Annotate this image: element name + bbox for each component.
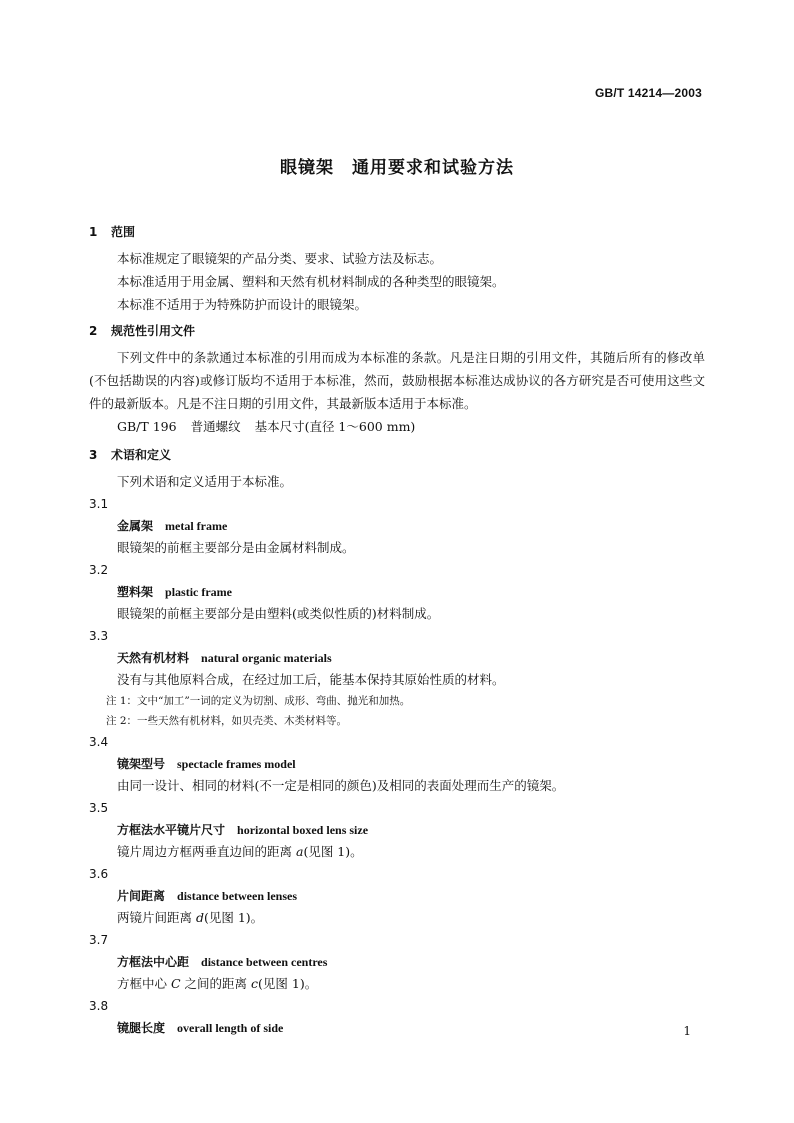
reference-desc: 基本尺寸(直径 1～600 mm) (254, 419, 416, 434)
term-heading (89, 515, 705, 537)
term-number: 3.1 (89, 497, 109, 511)
reference-name: 普通螺纹 (190, 419, 241, 434)
scope-paragraph-2: 本标准适用于用金属、塑料和天然有机材料制成的各种类型的眼镜架。 (117, 274, 505, 289)
section-2-heading (89, 320, 705, 342)
term-zh: 方框法水平镜片尺寸 (117, 823, 226, 837)
term-definition: 眼镜架的前框主要部分是由塑料(或类似性质的)材料制成。 (117, 606, 440, 621)
term-heading (89, 647, 705, 669)
term-note: 注 1：文中“加工”一词的定义为切割、成形、弯曲、抛光和加热。 (106, 695, 411, 707)
term-zh: 塑料架 (117, 585, 154, 599)
variable: C (170, 976, 181, 991)
section-3-heading (89, 444, 705, 466)
term-zh: 片间距离 (117, 889, 166, 903)
term-definition (89, 907, 705, 929)
page-number: 1 (683, 1024, 691, 1038)
term-definition (89, 841, 705, 863)
definition-text: (见图 1)。 (258, 976, 318, 991)
term-heading (89, 951, 705, 973)
section-number: 2 (89, 324, 98, 338)
term-en: metal frame (165, 519, 228, 533)
variable: d (195, 910, 204, 925)
variable: c (251, 976, 259, 991)
definition-text: 方框中心 (117, 976, 171, 991)
section-number: 1 (89, 225, 98, 239)
term-en: distance between lenses (177, 889, 298, 903)
term-en: overall length of side (177, 1021, 284, 1035)
term-zh: 天然有机材料 (117, 651, 190, 665)
term-en: horizontal boxed lens size (237, 823, 369, 837)
section-title: 术语和定义 (111, 448, 172, 462)
section-title: 范围 (111, 225, 136, 239)
term-definition (89, 973, 705, 995)
terms-intro: 下列术语和定义适用于本标准。 (117, 474, 293, 489)
term-definition: 没有与其他原料合成，在经过加工后，能基本保持其原始性质的材料。 (117, 672, 505, 687)
term-zh: 镜架型号 (117, 757, 166, 771)
term-note: 注 2：一些天然有机材料，如贝壳类、木类材料等。 (106, 715, 348, 727)
variable: a (295, 844, 304, 859)
term-number: 3.8 (89, 999, 109, 1013)
term-heading (89, 1017, 705, 1039)
term-definition: 由同一设计、相同的材料(不一定是相同的颜色)及相同的表面处理而生产的镜架。 (117, 778, 565, 793)
term-en: spectacle frames model (177, 757, 296, 771)
definition-text: (见图 1)。 (204, 910, 264, 925)
document-title: 眼镜架 通用要求和试验方法 (280, 158, 514, 178)
term-heading (89, 753, 705, 775)
reference-entry (89, 415, 705, 438)
section-1-heading (89, 221, 705, 243)
term-heading (89, 819, 705, 841)
definition-text: 镜片周边方框两垂直边间的距离 (117, 844, 296, 859)
term-en: plastic frame (165, 585, 232, 599)
term-number: 3.4 (89, 735, 109, 749)
term-en: natural organic materials (201, 651, 332, 665)
term-zh: 镜腿长度 (117, 1021, 166, 1035)
term-definition: 眼镜架的前框主要部分是由金属材料制成。 (117, 540, 355, 555)
definition-text: 之间的距离 (180, 976, 252, 991)
definition-text: (见图 1)。 (303, 844, 363, 859)
standard-code: GB/T 14214—2003 (594, 86, 702, 100)
term-number: 3.2 (89, 563, 109, 577)
reference-code: GB/T 196 (117, 419, 177, 434)
term-number: 3.7 (89, 933, 109, 947)
term-number: 3.3 (89, 629, 109, 643)
scope-paragraph-3: 本标准不适用于为特殊防护而设计的眼镜架。 (117, 297, 368, 312)
section-title: 规范性引用文件 (111, 324, 196, 338)
term-heading (89, 581, 705, 603)
definition-text: 两镜片间距离 (117, 910, 196, 925)
document-body (89, 219, 705, 1039)
term-number: 3.5 (89, 801, 109, 815)
term-heading (89, 885, 705, 907)
section-number: 3 (89, 448, 98, 462)
term-en: distance between centres (201, 955, 328, 969)
normative-references-paragraph: 下列文件中的条款通过本标准的引用而成为本标准的条款。凡是注日期的引用文件，其随后所有的修改单(不包括勘误的内容)或修订版均不适用于本标准，然而，鼓励根据本标准达成协议的各方研究是否可使用这些文件的最新版本。凡是不注日期的引用文件，其最新版本适用于本标准。 (89, 350, 705, 411)
term-number: 3.6 (89, 867, 109, 881)
term-zh: 金属架 (117, 519, 154, 533)
scope-paragraph-1: 本标准规定了眼镜架的产品分类、要求、试验方法及标志。 (117, 251, 443, 266)
term-zh: 方框法中心距 (117, 955, 190, 969)
